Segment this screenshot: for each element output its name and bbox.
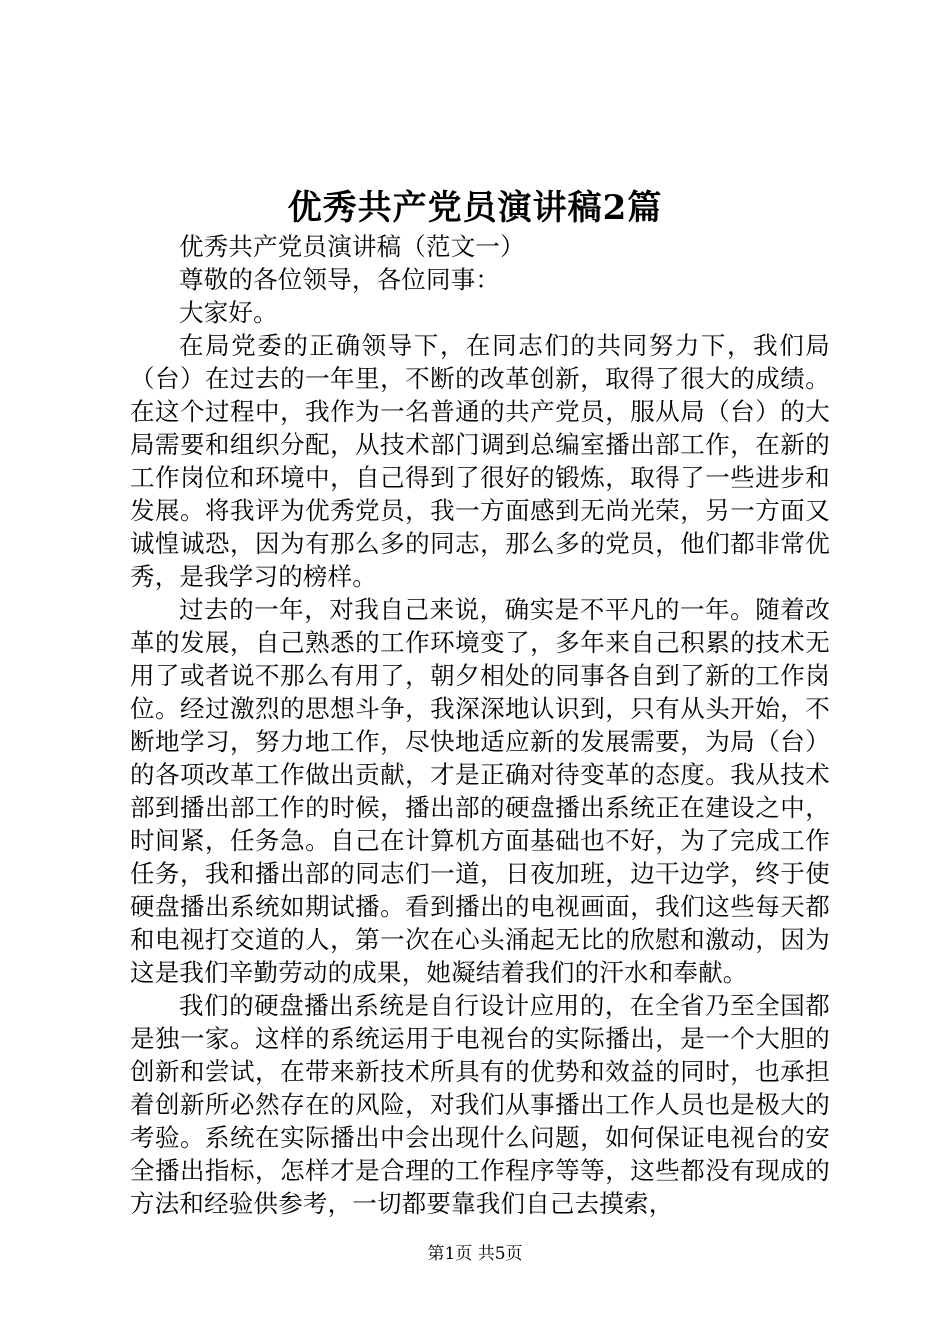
salutation-line: 尊敬的各位领导，各位同事： <box>179 265 501 294</box>
greeting-line: 大家好。 <box>179 298 278 327</box>
paragraph: 我们的硬盘播出系统是自行设计应用的，在全省乃至全国都是独一家。这样的系统运用于电视台的实际播出，是一个大胆的创新和尝试，在带来新技术所具有的优势和效益的同时，也承担着创新所必然存在的风险，对我们从事播出工作人员也是极大的考验。系统在实际播出中会出现什么问题，如何保证电视台的安全播出指标，怎样才是合理的工作程序等等，这些都没有现成的方法和经验供参考，一切都要靠我们自己去摸索， <box>130 991 830 1218</box>
document-title: 优秀共产党员演讲稿2篇 <box>287 188 663 228</box>
page-footer <box>0 1239 950 1269</box>
paragraph: 过去的一年，对我自己来说，确实是不平凡的一年。随着改革的发展，自己熟悉的工作环境变了，多年来自己积累的技术无用了或者说不那么有用了，朝夕相处的同事各自到了新的工作岗位。经过激烈的思想斗争，我深深地认识到，只有从头开始，不断地学习，努力地工作，尽快地适应新的发展需要，为局（台）的各项改革工作做出贡献，才是正确对待变革的态度。我从技术部到播出部工作的时候，播出部的硬盘播出系统正在建设之中，时间紧，任务急。自己在计算机方面基础也不好，为了完成工作任务，我和播出部的同志们一道，日夜加班，边干边学，终于使硬盘播出系统如期试播。看到播出的电视画面，我们这些每天都和电视打交道的人，第一次在心头涌起无比的欣慰和激动，因为这是我们辛勤劳动的成果，她凝结着我们的汗水和奉献。 <box>130 595 830 987</box>
page-total: 共5页 <box>477 1244 523 1264</box>
page-number: 第1页 <box>427 1244 473 1264</box>
subtitle-line: 优秀共产党员演讲稿（范文一） <box>179 232 525 261</box>
document-body <box>130 230 830 1220</box>
paragraph: 在局党委的正确领导下，在同志们的共同努力下，我们局（台）在过去的一年里，不断的改革创新，取得了很大的成绩。在这个过程中，我作为一名普通的共产党员，服从局（台）的大局需要和组织分配，从技术部门调到总编室播出部工作，在新的工作岗位和环境中，自己得到了很好的锻炼，取得了一些进步和发展。将我评为优秀党员，我一方面感到无尚光荣，另一方面又诚惶诚恐，因为有那么多的同志，那么多的党员，他们都非常优秀，是我学习的榜样。 <box>130 331 830 591</box>
